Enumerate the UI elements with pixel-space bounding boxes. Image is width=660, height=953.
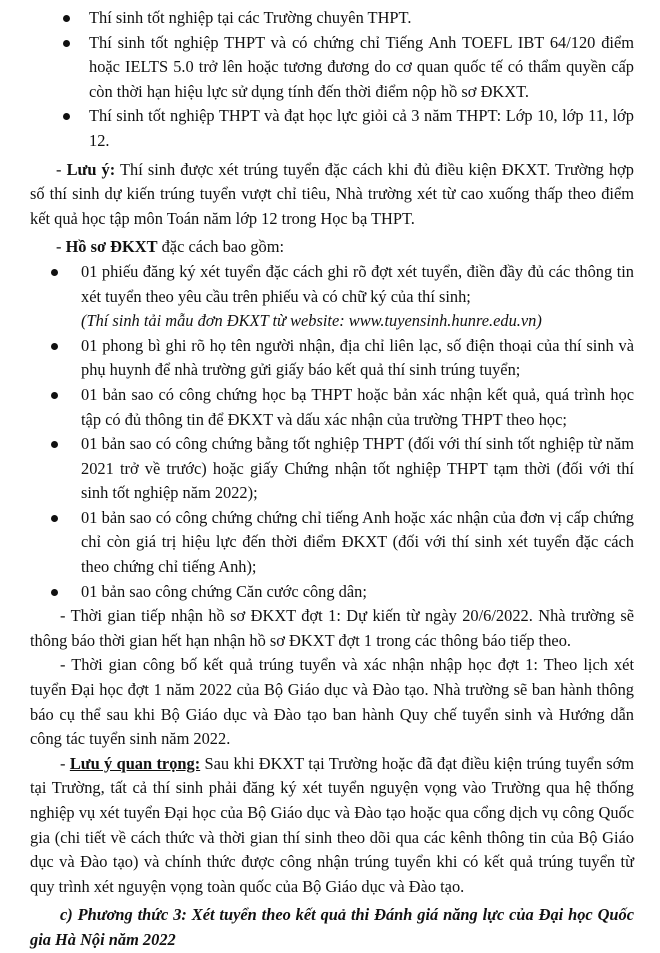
bullet-icon [51,392,58,399]
dossier-text: đặc cách bao gồm: [157,237,285,257]
list-item-text: 01 bản sao có công chứng học bạ THPT hoặc bản xác nhận kết quả, quá trình học tập có đủ thông tin để ĐKXT và dấu xác nhận của trường THPT theo học; [81,384,634,429]
list-item-text: Thí sinh tốt nghiệp tại các Trường chuyên THPT. [89,8,412,27]
note-prefix: - [56,159,67,179]
list-item [30,260,634,334]
list-item [30,580,634,605]
list-item [30,104,634,153]
important-note-paragraph [30,752,634,900]
list-item-text: 01 bản sao có công chứng bằng tốt nghiệp THPT (đối với thí sinh tốt nghiệp từ năm 2021 trở về trước) hoặc giấy Chứng nhận tốt nghiệp THPT tạm thời (đối với thí sinh tốt nghiệp năm 2022); [81,434,634,503]
bullet-icon [51,269,58,276]
note-text: Thí sinh được xét trúng tuyển đặc cách khi đủ điều kiện ĐKXT. Trường hợp số thí sinh dự kiến trúng tuyển vượt chỉ tiêu, Nhà trường xét từ cao xuống thấp theo điểm kết quả học tập môn Toán năm lớp 12 trong Học bạ THPT. [30,159,634,228]
bullet-icon [51,343,58,350]
important-prefix: - [60,753,70,773]
important-label: Lưu ý quan trọng: [69,753,201,773]
form-download-note: (Thí sinh tải mẫu đơn ĐKXT từ website: www.tuyensinh.hunre.edu.vn) [81,311,542,331]
result-timeline-paragraph: - Thời gian công bố kết quả trúng tuyển và xác nhận nhập học đợt 1: Theo lịch xét tuyển Đại học đợt 1 năm 2022 của Bộ Giáo dục và Đào tạo. Nhà trường sẽ ban hành thông báo cụ thể sau khi Bộ Giáo dục và Đào tạo ban hành Quy chế tuyển sinh và Hướng dẫn công tác tuyển sinh năm 2022. [30,655,634,749]
list-item [30,31,634,105]
bullet-icon [63,113,70,120]
note-paragraph [30,158,634,232]
list-item-text: Thí sinh tốt nghiệp THPT và đạt học lực giỏi cả 3 năm THPT: Lớp 10, lớp 11, lớp 12. [89,106,634,150]
eligibility-list [30,6,634,154]
dossier-heading [30,235,634,260]
list-item [30,432,634,506]
list-item-text: 01 bản sao công chứng Căn cước công dân; [81,581,367,601]
bullet-icon [63,15,70,22]
bullet-icon [51,441,58,448]
note-label: Lưu ý: [66,159,116,179]
list-item [30,383,634,432]
bullet-icon [63,40,70,47]
important-text: Sau khi ĐKXT tại Trường hoặc đã đạt điều kiện trúng tuyển sớm tại Trường, tất cả thí sinh phải đăng ký xét tuyển nguyện vọng vào Trường qua hệ thống nghiệp vụ xét tuyển Đại học của Bộ Giáo dục và Đào tạo hoặc qua cổng dịch vụ công Quốc gia (chi tiết về cách thức và thời gian thí sinh theo dõi qua các kênh thông tin của Bộ Giáo dục và Đào tạo) và chính thức được công nhận trúng tuyển khi có kết quả trúng tuyển từ quy trình xét nguyện vọng toàn quốc của Bộ Giáo dục và Đào tạo. [30,753,634,896]
receive-timeline-paragraph: - Thời gian tiếp nhận hồ sơ ĐKXT đợt 1: Dự kiến từ ngày 20/6/2022. Nhà trường sẽ thông báo thời gian hết hạn nhận hồ sơ ĐKXT đợt 1 trong các thông báo tiếp theo. [30,606,634,650]
list-item-text: 01 bản sao có công chứng chứng chỉ tiếng Anh hoặc xác nhận của đơn vị cấp chứng chỉ còn giá trị hiệu lực đến thời điểm ĐKXT (đối với thí sinh xét tuyển đặc cách theo chứng chỉ tiếng Anh); [81,507,634,577]
dossier-prefix: - [56,237,66,257]
list-item [30,334,634,383]
list-item-text: 01 phong bì ghi rõ họ tên người nhận, địa chỉ liên lạc, số điện thoại của thí sinh và phụ huynh để nhà trường gửi giấy báo kết quả thí sinh trúng tuyển; [81,335,634,380]
list-item-text: Thí sinh tốt nghiệp THPT và có chứng chỉ Tiếng Anh TOEFL IBT 64/120 điểm hoặc IELTS 5.0 trở lên hoặc tương đương do cơ quan quốc tế có thẩm quyền cấp còn thời hạn hiệu lực sử dụng tính đến thời điểm nộp hồ sơ ĐKXT. [89,32,634,101]
list-item-text: 01 phiếu đăng ký xét tuyển đặc cách ghi rõ đợt xét tuyển, điền đầy đủ các thông tin xét tuyển theo yêu cầu trên phiếu và có chữ ký của thí sinh; [81,261,634,306]
list-item [30,6,634,31]
list-item [30,506,634,580]
method-heading: c) Phương thức 3: Xét tuyển theo kết quả thi Đánh giá năng lực của Đại học Quốc gia Hà Nội năm 2022 [30,905,634,949]
dossier-label: Hồ sơ ĐKXT [65,237,158,257]
bullet-icon [51,589,58,596]
bullet-icon [51,515,58,522]
dossier-list [30,260,634,604]
